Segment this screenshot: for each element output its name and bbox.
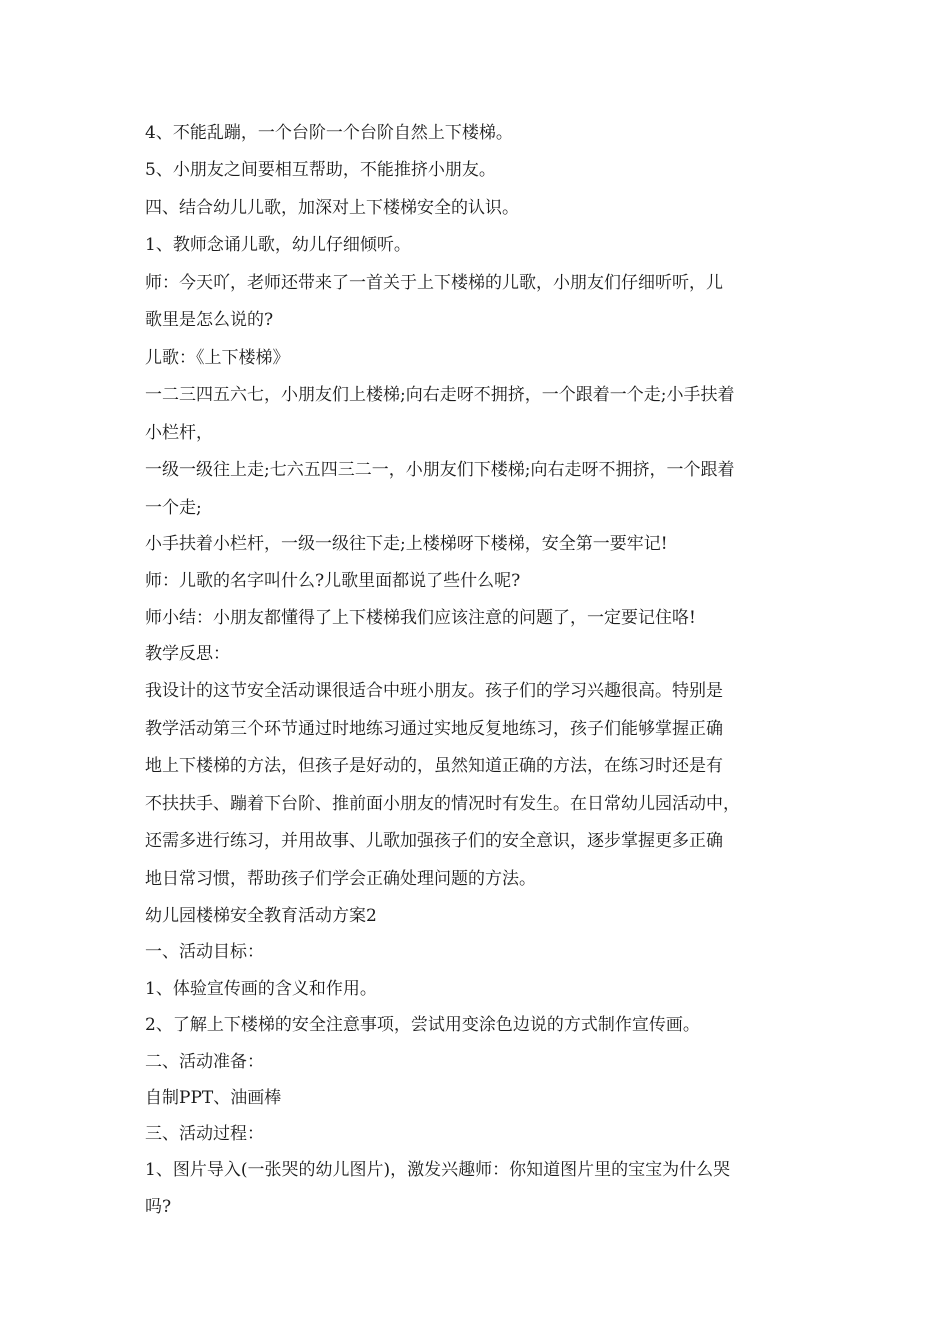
text-line: 吗? <box>145 1197 172 1217</box>
text-line: 我设计的这节安全活动课很适合中班小朋友。孩子们的学习兴趣很高。特别是 <box>145 681 723 701</box>
text-line: 一级一级往上走;七六五四三二一，小朋友们下楼梯;向右走呀不拥挤，一个跟着 <box>145 460 735 480</box>
text-line: 四、结合幼儿儿歌，加深对上下楼梯安全的认识。 <box>145 198 519 218</box>
text-line: 二、活动准备： <box>145 1052 264 1072</box>
text-line: 师：今天吖，老师还带来了一首关于上下楼梯的儿歌，小朋友们仔细听听，儿 <box>145 273 723 293</box>
text-line: 师：儿歌的名字叫什么?儿歌里面都说了些什么呢? <box>145 571 521 591</box>
text-line: 小栏杆， <box>145 423 213 443</box>
text-line: 地日常习惯，帮助孩子们学会正确处理问题的方法。 <box>145 869 536 889</box>
text-line: 2、了解上下楼梯的安全注意事项，尝试用变涂色边说的方式制作宣传画。 <box>145 1015 700 1035</box>
text-line: 教学反思： <box>145 644 230 664</box>
text-line: 师小结：小朋友都懂得了上下楼梯我们应该注意的问题了，一定要记住咯! <box>145 608 696 628</box>
text-line: 不扶扶手、蹦着下台阶、推前面小朋友的情况时有发生。在日常幼儿园活动中， <box>145 794 740 814</box>
text-line: 1、教师念诵儿歌，幼儿仔细倾听。 <box>145 235 411 255</box>
section-heading: 幼儿园楼梯安全教育活动方案2 <box>145 906 377 926</box>
text-line: 5、小朋友之间要相互帮助，不能推挤小朋友。 <box>145 160 496 180</box>
text-line: 一、活动目标： <box>145 942 264 962</box>
text-line: 一个走; <box>145 498 202 518</box>
text-line: 教学活动第三个环节通过时地练习通过实地反复地练习，孩子们能够掌握正确 <box>145 719 723 739</box>
text-line: 还需多进行练习，并用故事、儿歌加强孩子们的安全意识，逐步掌握更多正确 <box>145 831 723 851</box>
text-line: 歌里是怎么说的? <box>145 310 274 330</box>
text-line: 儿歌：《上下楼梯》 <box>145 348 290 368</box>
text-line: 自制PPT、油画棒 <box>145 1088 282 1108</box>
text-line: 三、活动过程： <box>145 1124 264 1144</box>
text-line: 1、体验宣传画的含义和作用。 <box>145 979 377 999</box>
text-line: 地上下楼梯的方法，但孩子是好动的，虽然知道正确的方法，在练习时还是有 <box>145 756 723 776</box>
text-line: 4、不能乱蹦，一个台阶一个台阶自然上下楼梯。 <box>145 123 513 143</box>
text-line: 小手扶着小栏杆，一级一级往下走;上楼梯呀下楼梯，安全第一要牢记! <box>145 534 668 554</box>
text-line: 1、图片导入(一张哭的幼儿图片)，激发兴趣师：你知道图片里的宝宝为什么哭 <box>145 1160 731 1180</box>
text-line: 一二三四五六七，小朋友们上楼梯;向右走呀不拥挤，一个跟着一个走;小手扶着 <box>145 385 735 405</box>
